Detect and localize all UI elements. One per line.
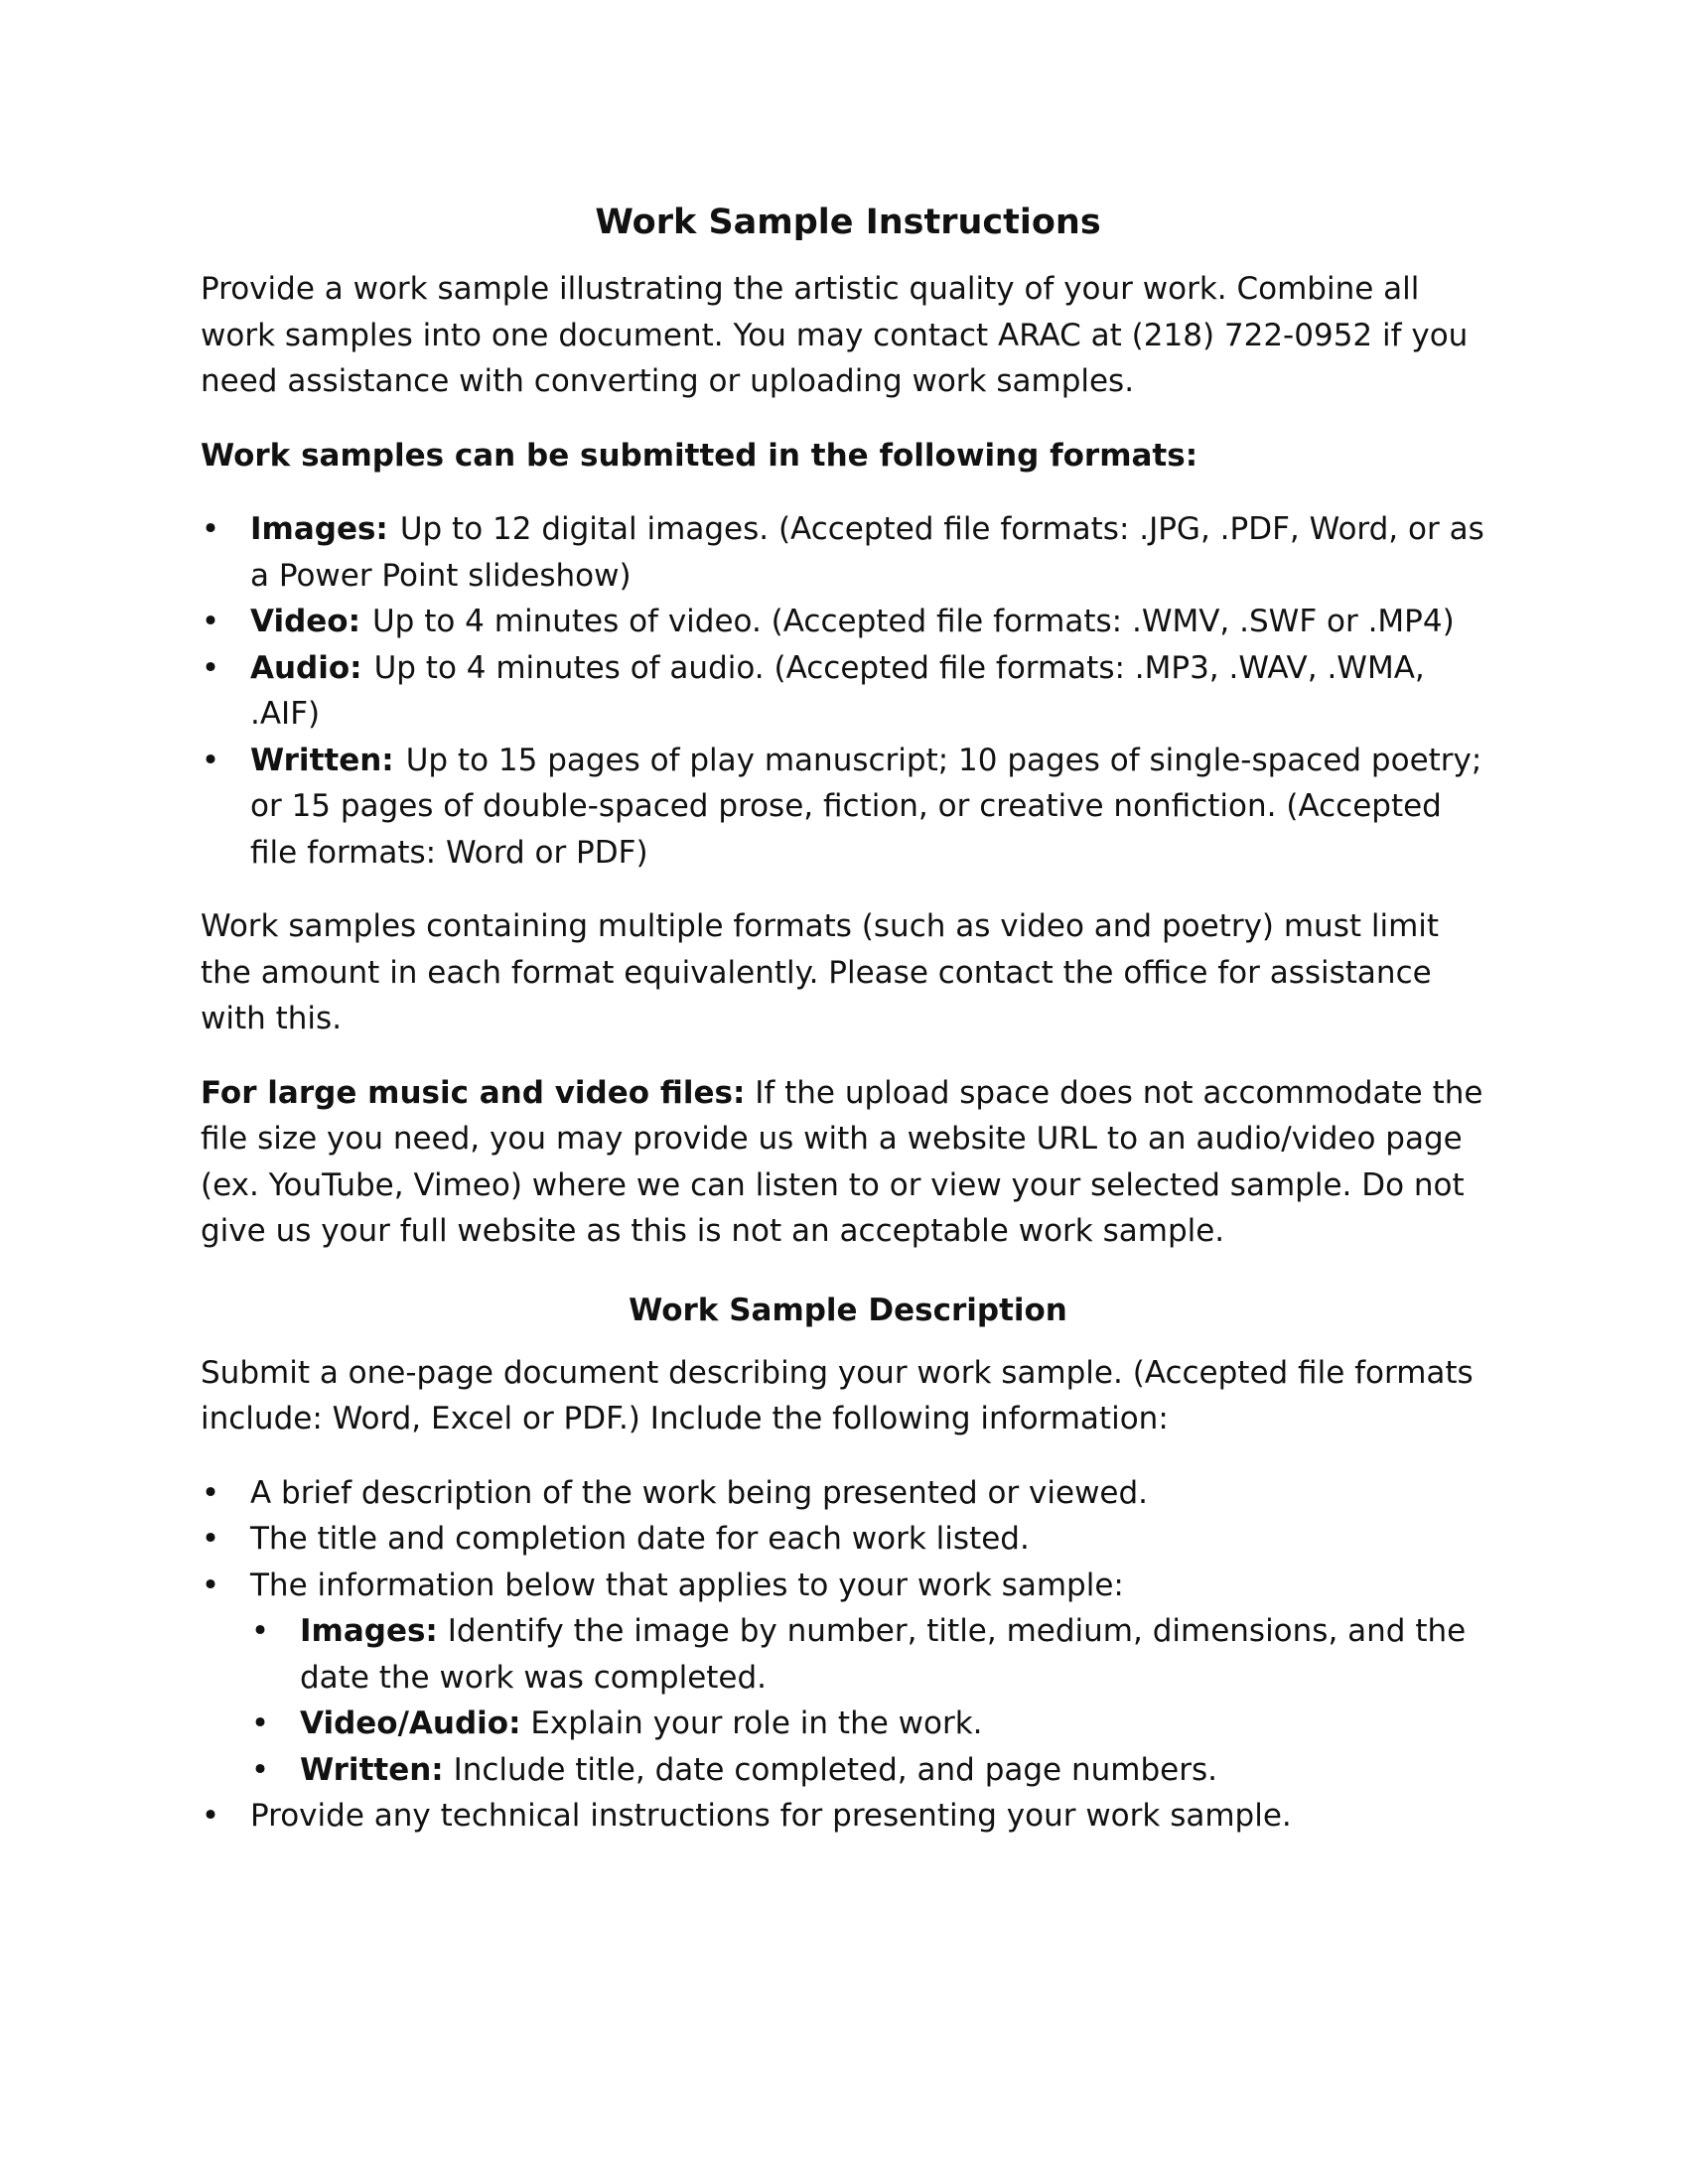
large-files-label: For large music and video files: bbox=[201, 1074, 746, 1111]
bullet-icon: • bbox=[201, 1567, 220, 1603]
bullet-icon: • bbox=[201, 1474, 220, 1511]
format-text: Up to 4 minutes of video. (Accepted file formats: .WMV, .SWF or .MP4) bbox=[371, 604, 1455, 639]
format-text: Up to 15 pages of play manuscript; 10 pages of single-spaced poetry; or 15 pages of double-spaced prose, fiction, or creative nonfiction. (Accepted file formats: Word or PDF) bbox=[250, 742, 1482, 871]
list-item bbox=[201, 1563, 1491, 1794]
list-item bbox=[201, 1470, 1491, 1517]
bullet-icon: • bbox=[201, 649, 220, 686]
bullet-icon: • bbox=[250, 1706, 270, 1741]
nested-item-text: Explain your role in the work. bbox=[530, 1706, 983, 1741]
bullet-icon: • bbox=[250, 1751, 270, 1788]
bullet-icon: • bbox=[201, 1798, 220, 1834]
list-item-text: Provide any technical instructions for presenting your work sample. bbox=[250, 1798, 1292, 1834]
format-label: Video: bbox=[250, 604, 360, 639]
nested-item-text: Identify the image by number, title, medium, dimensions, and the date the work was completed. bbox=[300, 1613, 1467, 1696]
list-item-text: The title and completion date for each work listed. bbox=[250, 1521, 1030, 1557]
list-item-audio bbox=[201, 645, 1491, 738]
large-files-paragraph bbox=[201, 1070, 1491, 1255]
large-files-text: If the upload space does not accommodate the file size you need, you may provide us with a website URL to an audio/video page (ex. YouTube, Vimeo) where we can listen to or view your selected sample. Do not give us your full website as this is not an acceptable work sample. bbox=[201, 1074, 1483, 1249]
list-item-video bbox=[201, 599, 1491, 645]
format-label: Audio: bbox=[250, 649, 362, 686]
nested-item-label: Video/Audio: bbox=[300, 1706, 521, 1741]
list-item-text: The information below that applies to your work sample: bbox=[250, 1567, 1124, 1603]
format-text: Up to 4 minutes of audio. (Accepted file formats: .MP3, .WAV, .WMA, .AIF) bbox=[250, 649, 1425, 732]
nested-list-item-video-audio bbox=[250, 1701, 1491, 1747]
formats-list bbox=[201, 506, 1491, 876]
nested-item-label: Written: bbox=[300, 1751, 444, 1788]
nested-list-item-images bbox=[250, 1608, 1491, 1701]
nested-item-text: Include title, date completed, and page numbers. bbox=[453, 1751, 1217, 1788]
description-list bbox=[201, 1470, 1491, 1840]
nested-list-item-written bbox=[250, 1747, 1491, 1794]
list-item-text: A brief description of the work being presented or viewed. bbox=[250, 1474, 1149, 1511]
section-heading-description: Work Sample Description bbox=[629, 1292, 1067, 1328]
multiple-formats-paragraph: Work samples containing multiple formats (such as video and poetry) must limit the amount in each format equivalently. Please contact the office for assistance with this. bbox=[201, 908, 1440, 1036]
list-item-written bbox=[201, 738, 1491, 877]
page-title: Work Sample Instructions bbox=[595, 203, 1101, 242]
nested-item-label: Images: bbox=[300, 1613, 438, 1649]
description-intro: Submit a one-page document describing your work sample. (Accepted file formats include: Word, Excel or PDF.) Include the following information: bbox=[201, 1354, 1474, 1436]
bullet-icon: • bbox=[250, 1613, 270, 1649]
list-item bbox=[201, 1516, 1491, 1563]
format-label: Images: bbox=[250, 511, 388, 547]
format-text: Up to 12 digital images. (Accepted file formats: .JPG, .PDF, Word, or as a Power Point slideshow) bbox=[250, 511, 1484, 594]
intro-paragraph: Provide a work sample illustrating the artistic quality of your work. Combine all work samples into one document. You may contact ARAC at (218) 722-0952 if you need assistance with converting or uploading work samples. bbox=[201, 271, 1469, 399]
list-item-images bbox=[201, 506, 1491, 599]
bullet-icon: • bbox=[201, 604, 220, 639]
formats-heading: Work samples can be submitted in the following formats: bbox=[201, 437, 1198, 474]
list-item bbox=[201, 1793, 1491, 1840]
nested-list bbox=[250, 1608, 1491, 1793]
bullet-icon: • bbox=[201, 511, 220, 547]
bullet-icon: • bbox=[201, 742, 220, 778]
format-label: Written: bbox=[250, 742, 394, 778]
bullet-icon: • bbox=[201, 1521, 220, 1557]
document-page bbox=[201, 199, 1491, 1840]
